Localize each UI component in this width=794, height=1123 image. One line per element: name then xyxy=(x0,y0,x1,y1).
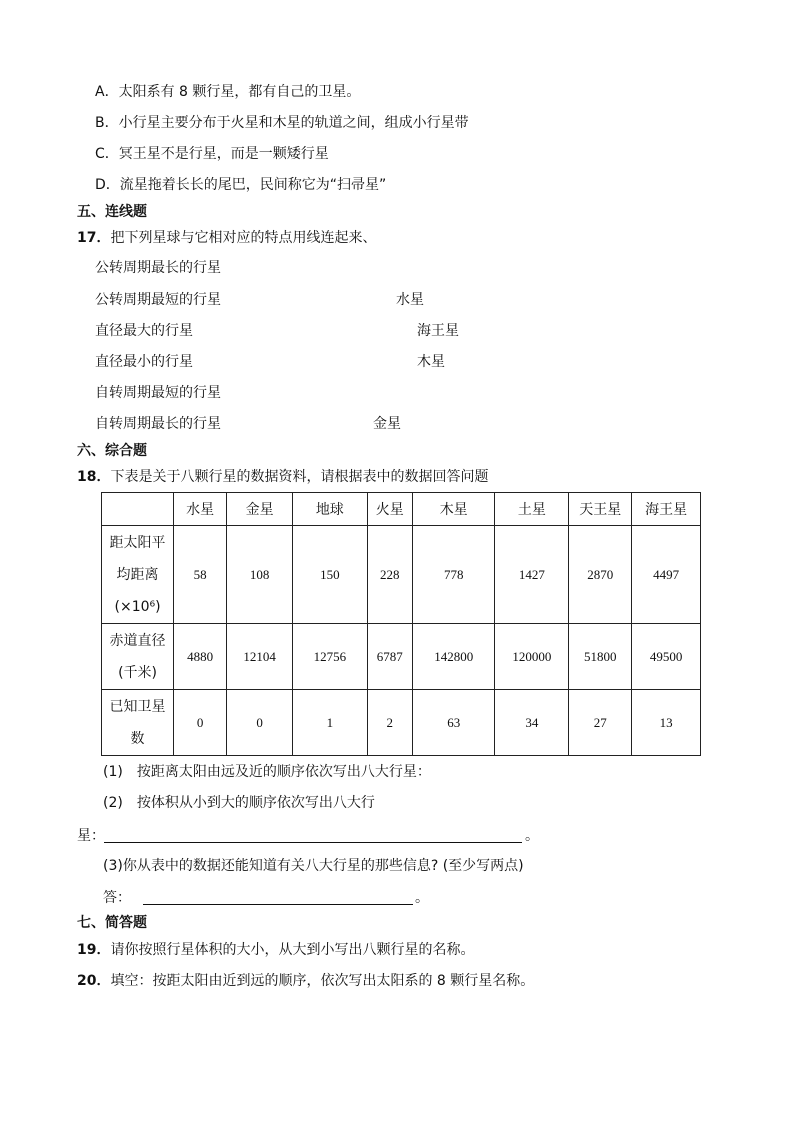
question-text: 请你按照行星体积的大小，从大到小写出八颗行星的名称。 xyxy=(110,942,475,958)
question-number: 17． xyxy=(77,230,111,246)
row-label-line: 均距离 xyxy=(116,566,159,583)
sentence-end: 。 xyxy=(415,890,429,906)
sub-question-2: (2) 按体积从小到大的顺序依次写出八大行 xyxy=(103,795,375,811)
question-number: 20． xyxy=(77,973,111,989)
table-cell: 142800 xyxy=(412,624,495,690)
row-label-line: (千米) xyxy=(118,664,158,681)
question-text: 填空：按距太阳由近到远的顺序，依次写出太阳系的 8 颗行星名称。 xyxy=(110,973,535,989)
match-left-item: 自转周期最长的行星 xyxy=(95,416,221,432)
option-c: C．冥王星不是行星，而是一颗矮行星 xyxy=(95,146,329,162)
table-cell: 1427 xyxy=(495,526,569,624)
table-cell: 49500 xyxy=(632,624,701,690)
table-cell: 120000 xyxy=(495,624,569,690)
row-label-line: 赤道直径 xyxy=(109,632,166,649)
section-7-title: 七、简答题 xyxy=(77,915,147,931)
table-cell: 13 xyxy=(632,690,701,756)
row-label-line: 距太阳平 xyxy=(109,534,166,551)
option-d: D．流星拖着长长的尾巴，民间称它为“扫帚星” xyxy=(95,177,387,193)
question-19 xyxy=(77,940,474,960)
table-header-cell: 天王星 xyxy=(569,493,632,526)
answer-label: 答： xyxy=(103,890,131,906)
table-cell: 150 xyxy=(293,526,368,624)
table-cell: 0 xyxy=(227,690,293,756)
question-text: 下表是关于八颗行星的数据资料，请根据表中的数据回答问题 xyxy=(110,469,489,485)
table-row xyxy=(102,690,701,756)
section-5-title: 五、连线题 xyxy=(77,204,147,220)
table-cell: 58 xyxy=(174,526,227,624)
table-header-row xyxy=(102,493,701,526)
row-label-line: (×10⁶) xyxy=(114,598,161,615)
table-cell: 51800 xyxy=(569,624,632,690)
table-header-cell: 地球 xyxy=(293,493,368,526)
table-row-label xyxy=(102,690,174,756)
question-17 xyxy=(77,228,376,248)
table-row-label xyxy=(102,624,174,690)
match-right-item: 木星 xyxy=(417,354,445,370)
match-left-item: 直径最小的行星 xyxy=(95,354,193,370)
match-left-item: 直径最大的行星 xyxy=(95,323,193,339)
option-a: A．太阳系有 8 颗行星，都有自己的卫星。 xyxy=(95,84,361,100)
table-cell: 12756 xyxy=(293,624,368,690)
table-cell: 34 xyxy=(495,690,569,756)
question-18 xyxy=(77,467,488,487)
question-number: 19． xyxy=(77,942,111,958)
table-cell: 63 xyxy=(412,690,495,756)
question-number: 18． xyxy=(77,469,111,485)
table-cell: 2 xyxy=(367,690,412,756)
table-header-cell: 水星 xyxy=(174,493,227,526)
table-header-cell: 金星 xyxy=(227,493,293,526)
sub-question-3: (3)你从表中的数据还能知道有关八大行星的那些信息? (至少写两点) xyxy=(103,858,524,874)
sentence-end: 。 xyxy=(525,828,539,844)
table-cell: 108 xyxy=(227,526,293,624)
table-row xyxy=(102,526,701,624)
table-header-cell: 火星 xyxy=(367,493,412,526)
match-left-item: 自转周期最短的行星 xyxy=(95,385,221,401)
table-cell: 228 xyxy=(367,526,412,624)
table-header-cell: 土星 xyxy=(495,493,569,526)
match-right-item: 水星 xyxy=(396,292,424,308)
table-cell: 12104 xyxy=(227,624,293,690)
table-cell: 778 xyxy=(412,526,495,624)
match-left-item: 公转周期最长的行星 xyxy=(95,260,221,276)
answer-blank[interactable] xyxy=(143,904,413,905)
table-row-label xyxy=(102,526,174,624)
sub-question-2-continuation: 星： xyxy=(77,828,105,844)
table-cell: 4880 xyxy=(174,624,227,690)
question-text: 把下列星球与它相对应的特点用线连起来、 xyxy=(110,230,377,246)
table-corner-cell xyxy=(102,493,174,526)
table-row xyxy=(102,624,701,690)
table-header-cell: 木星 xyxy=(412,493,495,526)
table-cell: 1 xyxy=(293,690,368,756)
table-cell: 0 xyxy=(174,690,227,756)
table-cell: 4497 xyxy=(632,526,701,624)
option-b: B．小行星主要分布于火星和木星的轨道之间，组成小行星带 xyxy=(95,115,469,131)
table-header-cell: 海王星 xyxy=(632,493,701,526)
question-20 xyxy=(77,971,534,991)
table-cell: 6787 xyxy=(367,624,412,690)
row-label-line: 数 xyxy=(130,730,145,747)
table-cell: 2870 xyxy=(569,526,632,624)
match-left-item: 公转周期最短的行星 xyxy=(95,292,221,308)
section-6-title: 六、综合题 xyxy=(77,443,147,459)
answer-blank[interactable] xyxy=(104,842,522,843)
row-label-line: 已知卫星 xyxy=(109,698,166,715)
table-cell: 27 xyxy=(569,690,632,756)
planet-data-table xyxy=(101,492,701,756)
match-right-item: 金星 xyxy=(373,416,401,432)
sub-question-1: (1) 按距离太阳由远及近的顺序依次写出八大行星： xyxy=(103,764,431,780)
match-right-item: 海王星 xyxy=(417,323,459,339)
